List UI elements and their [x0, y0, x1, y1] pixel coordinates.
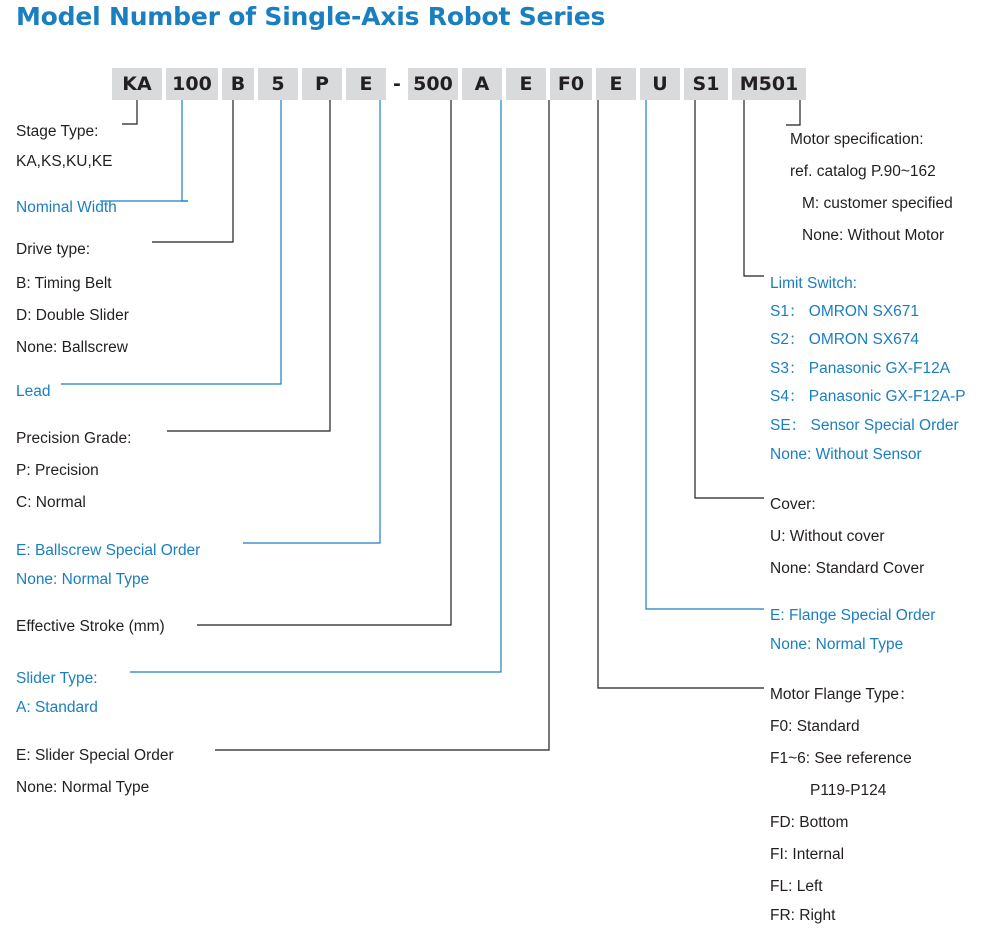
leader-cover [695, 100, 764, 498]
leader-flange-special [646, 100, 764, 609]
code-segment-lead: 5 [258, 68, 298, 100]
label-stage-type-values: KA,KS,KU,KE [16, 153, 113, 170]
code-segment-flange-order: E [596, 68, 636, 100]
label-slider-special-none: None: Normal Type [16, 779, 150, 796]
leader-effective-stroke [197, 100, 451, 625]
label-flange-special: E: Flange Special Order [770, 607, 936, 624]
code-segment-limit-switch: S1 [684, 68, 728, 100]
label-ballscrew-special: E: Ballscrew Special Order [16, 542, 201, 559]
code-segment-cover: U [640, 68, 680, 100]
leader-motor-specification [786, 100, 800, 125]
label-motor-spec-title: Motor specification: [790, 131, 924, 148]
code-segment-drive-type: B [222, 68, 254, 100]
label-precision-grade-title: Precision Grade: [16, 430, 132, 447]
label-stage-type-title: Stage Type: [16, 123, 99, 140]
leader-slider-special [215, 100, 549, 750]
label-motor-flange-title: Motor Flange Type： [770, 686, 915, 703]
label-limit-switch-title: Limit Switch: [770, 275, 857, 292]
code-segment-slider-type: A [462, 68, 502, 100]
label-limit-switch-s3: S3： Panasonic GX-F12A [770, 360, 951, 377]
label-motor-flange-fl: FL: Left [770, 878, 823, 895]
code-segment-motor-spec: M501 [732, 68, 806, 100]
code-segment-motor-flange: F0 [550, 68, 592, 100]
label-slider-type-title: Slider Type: [16, 670, 98, 687]
label-cover-title: Cover: [770, 496, 816, 513]
label-motor-flange-fd: FD: Bottom [770, 814, 849, 831]
leader-limit-switch [744, 100, 764, 276]
label-motor-flange-fr: FR: Right [770, 907, 836, 924]
label-limit-switch-s2: S2： OMRON SX674 [770, 331, 920, 348]
code-segment-stroke: 500 [408, 68, 458, 100]
label-cover-none: None: Standard Cover [770, 560, 925, 577]
label-limit-switch-s1: S1： OMRON SX671 [770, 303, 920, 320]
leader-stage-type [122, 100, 137, 124]
code-segment-precision-grade: P [302, 68, 342, 100]
label-precision-grade-c: C: Normal [16, 494, 86, 511]
leader-motor-flange-type [598, 100, 764, 688]
label-limit-switch-none: None: Without Sensor [770, 446, 922, 463]
label-limit-switch-se: SE： Sensor Special Order [770, 417, 959, 434]
label-ballscrew-special-none: None: Normal Type [16, 571, 150, 588]
label-lead: Lead [16, 383, 51, 400]
label-motor-spec-ref: ref. catalog P.90~162 [790, 163, 936, 180]
code-segment-dash: - [393, 73, 401, 95]
leader-ballscrew-special [243, 100, 380, 543]
label-drive-type-title: Drive type: [16, 241, 91, 258]
page-title: Model Number of Single-Axis Robot Series [16, 2, 606, 31]
label-drive-type-none: None: Ballscrew [16, 339, 128, 356]
label-motor-spec-m: M: customer specified [802, 195, 953, 212]
label-motor-spec-none: None: Without Motor [802, 227, 945, 244]
label-flange-special-none: None: Normal Type [770, 636, 904, 653]
code-segment-nominal-width: 100 [166, 68, 218, 100]
leader-precision-grade [167, 100, 330, 431]
label-slider-special: E: Slider Special Order [16, 747, 174, 764]
leader-nominal-width [182, 100, 188, 201]
label-limit-switch-s4: S4： Panasonic GX-F12A-P [770, 388, 966, 405]
label-drive-type-belt: B: Timing Belt [16, 275, 112, 292]
label-effective-stroke: Effective Stroke (mm) [16, 618, 165, 635]
label-slider-type-a: A: Standard [16, 699, 98, 716]
label-drive-type-double: D: Double Slider [16, 307, 129, 324]
leader-drive-type [152, 100, 233, 242]
label-motor-flange-fi: FI: Internal [770, 846, 845, 863]
model-code-row [112, 68, 806, 100]
label-motor-flange-f1: F1~6: See reference [770, 750, 912, 767]
leader-slider-type [130, 100, 501, 672]
label-motor-flange-f0: F0: Standard [770, 718, 860, 735]
label-motor-flange-pages: P119-P124 [810, 782, 887, 799]
label-precision-grade-p: P: Precision [16, 462, 99, 479]
code-segment-slider-order: E [506, 68, 546, 100]
code-segment-stage-type: KA [112, 68, 162, 100]
code-segment-ballscrew-order: E [346, 68, 386, 100]
label-cover-u: U: Without cover [770, 528, 885, 545]
label-nominal-width: Nominal Width [16, 199, 117, 216]
